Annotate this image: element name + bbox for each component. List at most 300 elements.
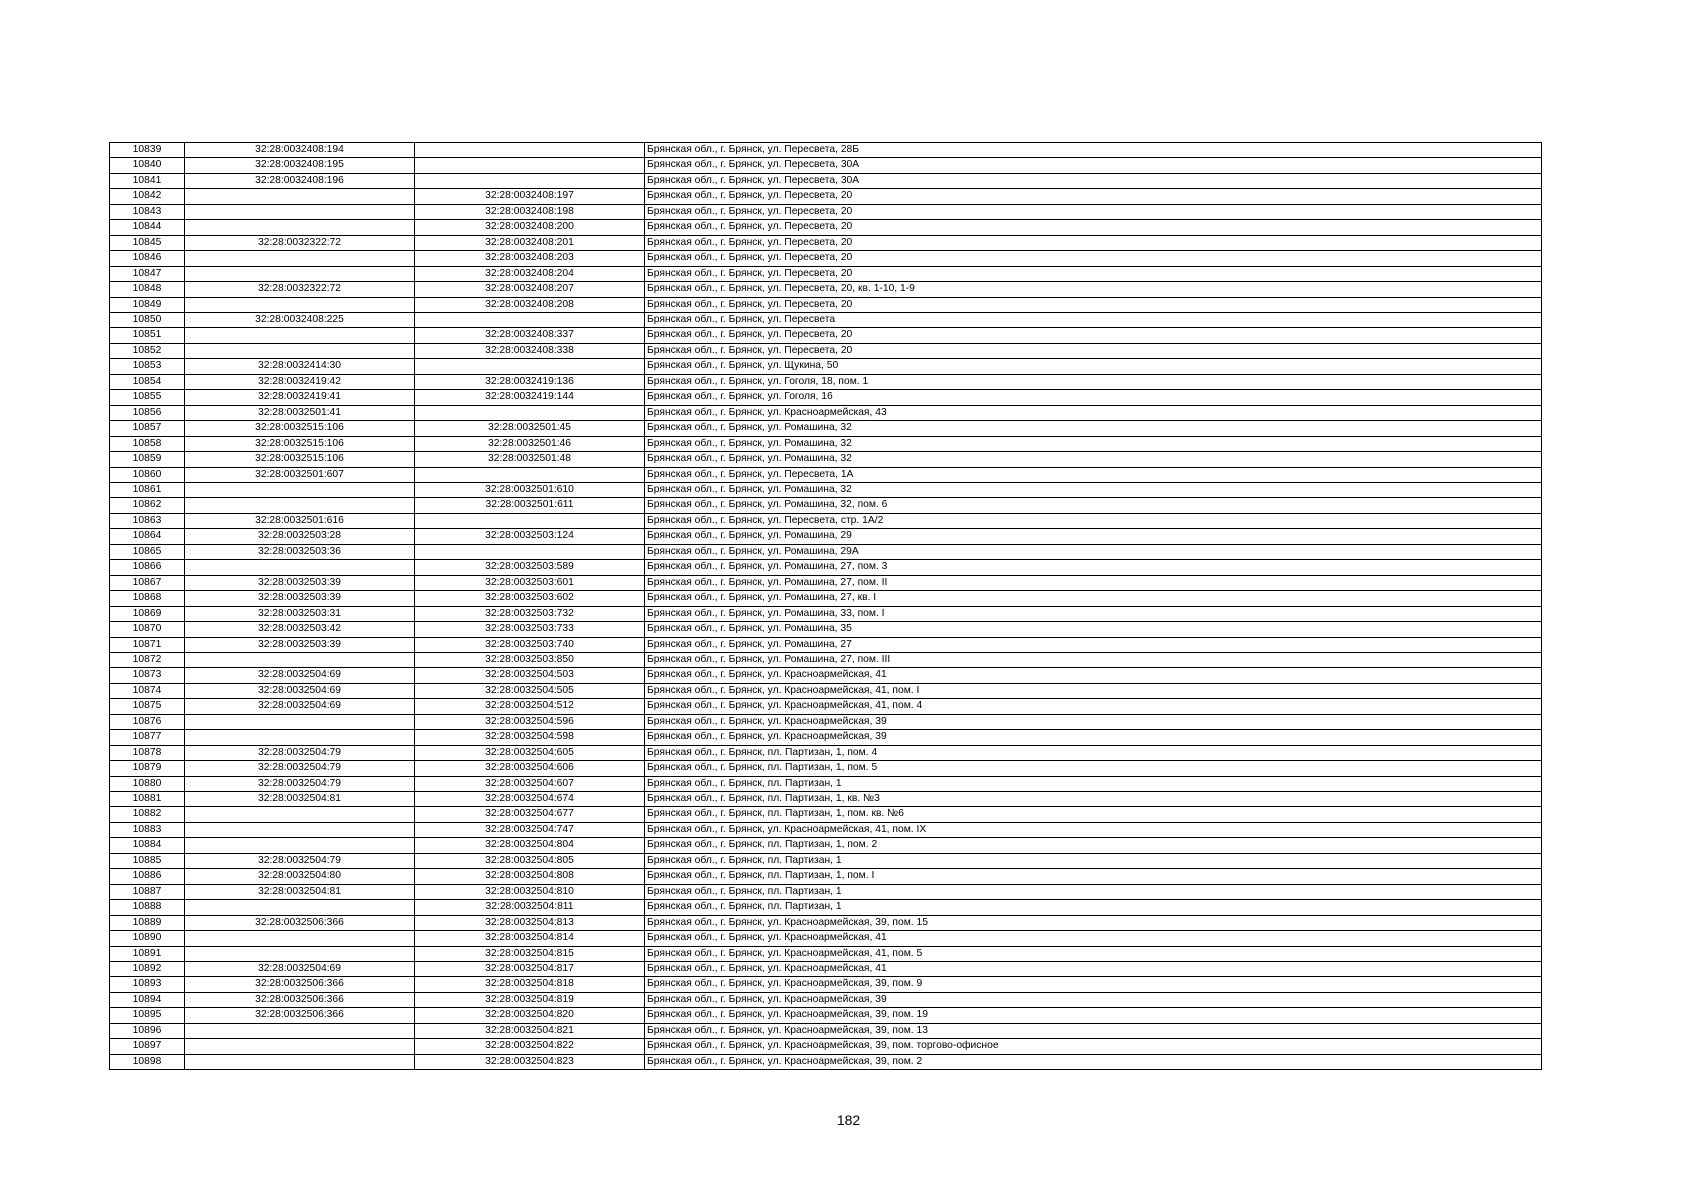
cadastral-number-cell xyxy=(185,251,415,266)
object-cadastral-number-cell: 32:28:0032504:811 xyxy=(415,900,645,915)
address-cell: Брянская обл., г. Брянск, ул. Ромашина, 27, пом. III xyxy=(645,652,1542,667)
object-cadastral-number-cell: 32:28:0032504:813 xyxy=(415,915,645,930)
object-cadastral-number-cell xyxy=(415,405,645,420)
row-number-cell: 10868 xyxy=(110,591,185,606)
cadastral-number-cell: 32:28:0032504:69 xyxy=(185,683,415,698)
table-row xyxy=(110,668,1542,683)
cadastral-number-cell xyxy=(185,900,415,915)
row-number-cell: 10860 xyxy=(110,467,185,482)
row-number-cell: 10871 xyxy=(110,637,185,652)
table-row xyxy=(110,312,1542,327)
table-row xyxy=(110,1008,1542,1023)
cadastral-number-cell: 32:28:0032419:41 xyxy=(185,390,415,405)
row-number-cell: 10847 xyxy=(110,266,185,281)
table-row xyxy=(110,328,1542,343)
row-number-cell: 10855 xyxy=(110,390,185,405)
address-cell: Брянская обл., г. Брянск, пл. Партизан, 1, пом. 2 xyxy=(645,838,1542,853)
table-row xyxy=(110,1054,1542,1069)
address-cell: Брянская обл., г. Брянск, ул. Гоголя, 16 xyxy=(645,390,1542,405)
cadastral-number-cell xyxy=(185,822,415,837)
cadastral-number-cell: 32:28:0032408:195 xyxy=(185,158,415,173)
row-number-cell: 10877 xyxy=(110,730,185,745)
table-row xyxy=(110,900,1542,915)
row-number-cell: 10866 xyxy=(110,560,185,575)
object-cadastral-number-cell: 32:28:0032504:821 xyxy=(415,1023,645,1038)
object-cadastral-number-cell xyxy=(415,513,645,528)
row-number-cell: 10884 xyxy=(110,838,185,853)
address-cell: Брянская обл., г. Брянск, ул. Пересвета, 30А xyxy=(645,158,1542,173)
row-number-cell: 10887 xyxy=(110,884,185,899)
row-number-cell: 10898 xyxy=(110,1054,185,1069)
table-row xyxy=(110,962,1542,977)
table-row xyxy=(110,1023,1542,1038)
object-cadastral-number-cell: 32:28:0032503:124 xyxy=(415,529,645,544)
row-number-cell: 10888 xyxy=(110,900,185,915)
row-number-cell: 10872 xyxy=(110,652,185,667)
object-cadastral-number-cell: 32:28:0032408:208 xyxy=(415,297,645,312)
cadastral-number-cell xyxy=(185,730,415,745)
row-number-cell: 10879 xyxy=(110,761,185,776)
address-cell: Брянская обл., г. Брянск, ул. Пересвета, 1А xyxy=(645,467,1542,482)
object-cadastral-number-cell: 32:28:0032504:822 xyxy=(415,1039,645,1054)
row-number-cell: 10842 xyxy=(110,189,185,204)
address-cell: Брянская обл., г. Брянск, пл. Партизан, 1, пом. I xyxy=(645,869,1542,884)
row-number-cell: 10852 xyxy=(110,343,185,358)
cadastral-number-cell xyxy=(185,714,415,729)
row-number-cell: 10894 xyxy=(110,992,185,1007)
address-cell: Брянская обл., г. Брянск, пл. Партизан, 1, кв. №3 xyxy=(645,792,1542,807)
table-row xyxy=(110,143,1542,158)
row-number-cell: 10844 xyxy=(110,220,185,235)
cadastral-number-cell: 32:28:0032419:42 xyxy=(185,374,415,389)
cadastral-number-cell: 32:28:0032504:69 xyxy=(185,962,415,977)
object-cadastral-number-cell: 32:28:0032504:747 xyxy=(415,822,645,837)
cadastral-number-cell xyxy=(185,498,415,513)
cadastral-number-cell xyxy=(185,297,415,312)
row-number-cell: 10897 xyxy=(110,1039,185,1054)
cadastral-number-cell: 32:28:0032322:72 xyxy=(185,282,415,297)
object-cadastral-number-cell: 32:28:0032501:611 xyxy=(415,498,645,513)
row-number-cell: 10873 xyxy=(110,668,185,683)
cadastral-number-cell xyxy=(185,560,415,575)
address-cell: Брянская обл., г. Брянск, пл. Партизан, 1 xyxy=(645,776,1542,791)
row-number-cell: 10845 xyxy=(110,235,185,250)
table-row xyxy=(110,467,1542,482)
table-row xyxy=(110,807,1542,822)
cadastral-number-cell: 32:28:0032503:31 xyxy=(185,606,415,621)
table-row xyxy=(110,683,1542,698)
cadastral-number-cell xyxy=(185,1039,415,1054)
address-cell: Брянская обл., г. Брянск, ул. Красноармейская, 39, пом. 2 xyxy=(645,1054,1542,1069)
address-cell: Брянская обл., г. Брянск, ул. Ромашина, 29 xyxy=(645,529,1542,544)
row-number-cell: 10840 xyxy=(110,158,185,173)
row-number-cell: 10870 xyxy=(110,622,185,637)
cadastral-number-cell: 32:28:0032414:30 xyxy=(185,359,415,374)
cadastral-number-cell: 32:28:0032506:366 xyxy=(185,1008,415,1023)
object-cadastral-number-cell: 32:28:0032503:740 xyxy=(415,637,645,652)
table-row xyxy=(110,637,1542,652)
object-cadastral-number-cell: 32:28:0032503:733 xyxy=(415,622,645,637)
row-number-cell: 10859 xyxy=(110,452,185,467)
row-number-cell: 10895 xyxy=(110,1008,185,1023)
cadastral-number-cell: 32:28:0032504:79 xyxy=(185,853,415,868)
row-number-cell: 10863 xyxy=(110,513,185,528)
row-number-cell: 10880 xyxy=(110,776,185,791)
table-row xyxy=(110,730,1542,745)
table-row xyxy=(110,282,1542,297)
table-row xyxy=(110,1039,1542,1054)
cadastral-number-cell: 32:28:0032515:106 xyxy=(185,452,415,467)
table-row xyxy=(110,792,1542,807)
row-number-cell: 10886 xyxy=(110,869,185,884)
row-number-cell: 10851 xyxy=(110,328,185,343)
object-cadastral-number-cell: 32:28:0032501:610 xyxy=(415,482,645,497)
table-row xyxy=(110,915,1542,930)
table-row xyxy=(110,251,1542,266)
address-cell: Брянская обл., г. Брянск, ул. Пересвета, 20 xyxy=(645,297,1542,312)
cadastral-number-cell: 32:28:0032322:72 xyxy=(185,235,415,250)
address-cell: Брянская обл., г. Брянск, ул. Пересвета, 20 xyxy=(645,266,1542,281)
address-cell: Брянская обл., г. Брянск, ул. Пересвета, 20 xyxy=(645,204,1542,219)
address-cell: Брянская обл., г. Брянск, ул. Красноармейская, 39 xyxy=(645,992,1542,1007)
row-number-cell: 10846 xyxy=(110,251,185,266)
cadastral-number-cell: 32:28:0032503:39 xyxy=(185,637,415,652)
object-cadastral-number-cell: 32:28:0032504:512 xyxy=(415,699,645,714)
cadastral-number-cell xyxy=(185,807,415,822)
table-row xyxy=(110,838,1542,853)
address-cell: Брянская обл., г. Брянск, ул. Пересвета, 20 xyxy=(645,251,1542,266)
object-cadastral-number-cell: 32:28:0032501:48 xyxy=(415,452,645,467)
table-row xyxy=(110,714,1542,729)
address-cell: Брянская обл., г. Брянск, ул. Ромашина, 27, пом. 3 xyxy=(645,560,1542,575)
object-cadastral-number-cell: 32:28:0032504:804 xyxy=(415,838,645,853)
object-cadastral-number-cell: 32:28:0032408:337 xyxy=(415,328,645,343)
cadastral-number-cell xyxy=(185,328,415,343)
address-cell: Брянская обл., г. Брянск, ул. Пересвета, 20 xyxy=(645,235,1542,250)
row-number-cell: 10864 xyxy=(110,529,185,544)
row-number-cell: 10858 xyxy=(110,436,185,451)
cadastral-number-cell xyxy=(185,652,415,667)
object-cadastral-number-cell: 32:28:0032408:338 xyxy=(415,343,645,358)
address-cell: Брянская обл., г. Брянск, пл. Партизан, 1 xyxy=(645,853,1542,868)
table-row xyxy=(110,405,1542,420)
row-number-cell: 10876 xyxy=(110,714,185,729)
address-cell: Брянская обл., г. Брянск, ул. Пересвета, стр. 1А/2 xyxy=(645,513,1542,528)
address-cell: Брянская обл., г. Брянск, ул. Пересвета, 20 xyxy=(645,220,1542,235)
table-row xyxy=(110,374,1542,389)
cadastral-number-cell xyxy=(185,189,415,204)
table-row xyxy=(110,220,1542,235)
address-cell: Брянская обл., г. Брянск, ул. Пересвета, 20 xyxy=(645,189,1542,204)
object-cadastral-number-cell: 32:28:0032408:207 xyxy=(415,282,645,297)
row-number-cell: 10882 xyxy=(110,807,185,822)
row-number-cell: 10883 xyxy=(110,822,185,837)
row-number-cell: 10843 xyxy=(110,204,185,219)
table-row xyxy=(110,869,1542,884)
address-cell: Брянская обл., г. Брянск, ул. Пересвета, 20 xyxy=(645,328,1542,343)
row-number-cell: 10893 xyxy=(110,977,185,992)
address-cell: Брянская обл., г. Брянск, ул. Ромашина, 32 xyxy=(645,482,1542,497)
object-cadastral-number-cell: 32:28:0032504:606 xyxy=(415,761,645,776)
object-cadastral-number-cell: 32:28:0032408:204 xyxy=(415,266,645,281)
row-number-cell: 10881 xyxy=(110,792,185,807)
row-number-cell: 10869 xyxy=(110,606,185,621)
page-number: 182 xyxy=(836,1112,861,1128)
object-cadastral-number-cell xyxy=(415,359,645,374)
object-cadastral-number-cell: 32:28:0032501:45 xyxy=(415,421,645,436)
table-row xyxy=(110,498,1542,513)
object-cadastral-number-cell: 32:28:0032504:819 xyxy=(415,992,645,1007)
address-cell: Брянская обл., г. Брянск, ул. Ромашина, 27, кв. I xyxy=(645,591,1542,606)
address-cell: Брянская обл., г. Брянск, ул. Ромашина, 35 xyxy=(645,622,1542,637)
address-cell: Брянская обл., г. Брянск, ул. Ромашина, 27, пом. II xyxy=(645,575,1542,590)
object-cadastral-number-cell: 32:28:0032501:46 xyxy=(415,436,645,451)
cadastral-number-cell: 32:28:0032504:81 xyxy=(185,884,415,899)
object-cadastral-number-cell: 32:28:0032503:850 xyxy=(415,652,645,667)
object-cadastral-number-cell: 32:28:0032419:136 xyxy=(415,374,645,389)
object-cadastral-number-cell xyxy=(415,312,645,327)
object-cadastral-number-cell: 32:28:0032504:818 xyxy=(415,977,645,992)
registry-table-body xyxy=(110,143,1542,1070)
table-row xyxy=(110,977,1542,992)
table-row xyxy=(110,931,1542,946)
object-cadastral-number-cell: 32:28:0032408:198 xyxy=(415,204,645,219)
address-cell: Брянская обл., г. Брянск, ул. Ромашина, 33, пом. I xyxy=(645,606,1542,621)
object-cadastral-number-cell: 32:28:0032504:815 xyxy=(415,946,645,961)
row-number-cell: 10849 xyxy=(110,297,185,312)
table-row xyxy=(110,560,1542,575)
cadastral-number-cell: 32:28:0032503:36 xyxy=(185,544,415,559)
object-cadastral-number-cell xyxy=(415,467,645,482)
address-cell: Брянская обл., г. Брянск, ул. Ромашина, 32 xyxy=(645,436,1542,451)
table-row xyxy=(110,482,1542,497)
row-number-cell: 10841 xyxy=(110,173,185,188)
object-cadastral-number-cell: 32:28:0032504:505 xyxy=(415,683,645,698)
object-cadastral-number-cell: 32:28:0032504:805 xyxy=(415,853,645,868)
cadastral-number-cell: 32:28:0032506:366 xyxy=(185,915,415,930)
table-row xyxy=(110,591,1542,606)
cadastral-number-cell: 32:28:0032504:69 xyxy=(185,668,415,683)
cadastral-number-cell xyxy=(185,482,415,497)
cadastral-number-cell: 32:28:0032503:39 xyxy=(185,591,415,606)
address-cell: Брянская обл., г. Брянск, ул. Пересвета, 30А xyxy=(645,173,1542,188)
address-cell: Брянская обл., г. Брянск, ул. Красноармейская, 43 xyxy=(645,405,1542,420)
object-cadastral-number-cell xyxy=(415,173,645,188)
object-cadastral-number-cell: 32:28:0032504:817 xyxy=(415,962,645,977)
cadastral-number-cell: 32:28:0032515:106 xyxy=(185,421,415,436)
address-cell: Брянская обл., г. Брянск, пл. Партизан, 1, пом. 4 xyxy=(645,745,1542,760)
address-cell: Брянская обл., г. Брянск, пл. Партизан, 1, пом. 5 xyxy=(645,761,1542,776)
cadastral-number-cell: 32:28:0032408:194 xyxy=(185,143,415,158)
address-cell: Брянская обл., г. Брянск, ул. Красноармейская, 39, пом. торгово-офисное xyxy=(645,1039,1542,1054)
object-cadastral-number-cell: 32:28:0032504:596 xyxy=(415,714,645,729)
table-row xyxy=(110,946,1542,961)
object-cadastral-number-cell: 32:28:0032503:601 xyxy=(415,575,645,590)
row-number-cell: 10890 xyxy=(110,931,185,946)
object-cadastral-number-cell: 32:28:0032503:732 xyxy=(415,606,645,621)
row-number-cell: 10874 xyxy=(110,683,185,698)
table-row xyxy=(110,652,1542,667)
cadastral-number-cell: 32:28:0032503:28 xyxy=(185,529,415,544)
object-cadastral-number-cell: 32:28:0032504:605 xyxy=(415,745,645,760)
address-cell: Брянская обл., г. Брянск, ул. Красноармейская, 41, пом. 4 xyxy=(645,699,1542,714)
object-cadastral-number-cell: 32:28:0032504:607 xyxy=(415,776,645,791)
address-cell: Брянская обл., г. Брянск, ул. Пересвета, 28Б xyxy=(645,143,1542,158)
cadastral-number-cell xyxy=(185,1054,415,1069)
row-number-cell: 10839 xyxy=(110,143,185,158)
cadastral-number-cell xyxy=(185,838,415,853)
address-cell: Брянская обл., г. Брянск, ул. Красноармейская, 41 xyxy=(645,962,1542,977)
object-cadastral-number-cell: 32:28:0032504:503 xyxy=(415,668,645,683)
object-cadastral-number-cell xyxy=(415,158,645,173)
table-row xyxy=(110,992,1542,1007)
table-row xyxy=(110,575,1542,590)
row-number-cell: 10862 xyxy=(110,498,185,513)
table-row xyxy=(110,884,1542,899)
table-row xyxy=(110,359,1542,374)
table-row xyxy=(110,421,1542,436)
address-cell: Брянская обл., г. Брянск, ул. Красноармейская, 41 xyxy=(645,931,1542,946)
table-row xyxy=(110,390,1542,405)
address-cell: Брянская обл., г. Брянск, ул. Красноармейская, 39, пом. 15 xyxy=(645,915,1542,930)
cadastral-number-cell xyxy=(185,946,415,961)
cadastral-number-cell: 32:28:0032504:79 xyxy=(185,761,415,776)
row-number-cell: 10848 xyxy=(110,282,185,297)
address-cell: Брянская обл., г. Брянск, ул. Красноармейская, 41, пом. IX xyxy=(645,822,1542,837)
table-row xyxy=(110,622,1542,637)
table-row xyxy=(110,513,1542,528)
cadastral-number-cell: 32:28:0032501:607 xyxy=(185,467,415,482)
address-cell: Брянская обл., г. Брянск, ул. Ромашина, 32 xyxy=(645,421,1542,436)
cadastral-number-cell: 32:28:0032504:69 xyxy=(185,699,415,714)
row-number-cell: 10853 xyxy=(110,359,185,374)
cadastral-number-cell xyxy=(185,343,415,358)
address-cell: Брянская обл., г. Брянск, ул. Гоголя, 18, пом. 1 xyxy=(645,374,1542,389)
cadastral-number-cell: 32:28:0032506:366 xyxy=(185,977,415,992)
object-cadastral-number-cell: 32:28:0032408:200 xyxy=(415,220,645,235)
table-row xyxy=(110,189,1542,204)
address-cell: Брянская обл., г. Брянск, ул. Красноармейская, 39 xyxy=(645,730,1542,745)
address-cell: Брянская обл., г. Брянск, ул. Щукина, 50 xyxy=(645,359,1542,374)
cadastral-number-cell: 32:28:0032501:616 xyxy=(185,513,415,528)
row-number-cell: 10875 xyxy=(110,699,185,714)
object-cadastral-number-cell: 32:28:0032504:810 xyxy=(415,884,645,899)
table-row xyxy=(110,436,1542,451)
table-row xyxy=(110,452,1542,467)
row-number-cell: 10857 xyxy=(110,421,185,436)
object-cadastral-number-cell: 32:28:0032504:814 xyxy=(415,931,645,946)
table-row xyxy=(110,699,1542,714)
row-number-cell: 10850 xyxy=(110,312,185,327)
row-number-cell: 10896 xyxy=(110,1023,185,1038)
object-cadastral-number-cell: 32:28:0032503:602 xyxy=(415,591,645,606)
address-cell: Брянская обл., г. Брянск, ул. Красноармейская, 39 xyxy=(645,714,1542,729)
object-cadastral-number-cell: 32:28:0032504:823 xyxy=(415,1054,645,1069)
row-number-cell: 10885 xyxy=(110,853,185,868)
cadastral-number-cell: 32:28:0032506:366 xyxy=(185,992,415,1007)
address-cell: Брянская обл., г. Брянск, ул. Ромашина, 27 xyxy=(645,637,1542,652)
table-row xyxy=(110,343,1542,358)
table-row xyxy=(110,297,1542,312)
address-cell: Брянская обл., г. Брянск, ул. Красноармейская, 39, пом. 13 xyxy=(645,1023,1542,1038)
address-cell: Брянская обл., г. Брянск, ул. Пересвета xyxy=(645,312,1542,327)
row-number-cell: 10867 xyxy=(110,575,185,590)
address-cell: Брянская обл., г. Брянск, ул. Красноармейская, 41, пом. I xyxy=(645,683,1542,698)
registry-table xyxy=(109,142,1542,1070)
cadastral-number-cell: 32:28:0032515:106 xyxy=(185,436,415,451)
table-row xyxy=(110,235,1542,250)
table-row xyxy=(110,158,1542,173)
object-cadastral-number-cell: 32:28:0032504:598 xyxy=(415,730,645,745)
row-number-cell: 10889 xyxy=(110,915,185,930)
cadastral-number-cell: 32:28:0032504:81 xyxy=(185,792,415,807)
address-cell: Брянская обл., г. Брянск, пл. Партизан, 1, пом. кв. №6 xyxy=(645,807,1542,822)
address-cell: Брянская обл., г. Брянск, ул. Ромашина, 29А xyxy=(645,544,1542,559)
object-cadastral-number-cell: 32:28:0032503:589 xyxy=(415,560,645,575)
table-row xyxy=(110,745,1542,760)
cadastral-number-cell: 32:28:0032501:41 xyxy=(185,405,415,420)
table-row xyxy=(110,853,1542,868)
cadastral-number-cell xyxy=(185,266,415,281)
cadastral-number-cell: 32:28:0032408:196 xyxy=(185,173,415,188)
table-row xyxy=(110,606,1542,621)
object-cadastral-number-cell: 32:28:0032504:820 xyxy=(415,1008,645,1023)
table-row xyxy=(110,776,1542,791)
cadastral-number-cell: 32:28:0032503:42 xyxy=(185,622,415,637)
address-cell: Брянская обл., г. Брянск, пл. Партизан, 1 xyxy=(645,900,1542,915)
object-cadastral-number-cell: 32:28:0032408:197 xyxy=(415,189,645,204)
address-cell: Брянская обл., г. Брянск, ул. Красноармейская, 41, пом. 5 xyxy=(645,946,1542,961)
row-number-cell: 10892 xyxy=(110,962,185,977)
address-cell: Брянская обл., г. Брянск, ул. Ромашина, 32, пом. 6 xyxy=(645,498,1542,513)
cadastral-number-cell: 32:28:0032504:79 xyxy=(185,745,415,760)
table-row xyxy=(110,544,1542,559)
cadastral-number-cell xyxy=(185,204,415,219)
cadastral-number-cell xyxy=(185,220,415,235)
address-cell: Брянская обл., г. Брянск, ул. Красноармейская, 39, пом. 9 xyxy=(645,977,1542,992)
cadastral-number-cell xyxy=(185,1023,415,1038)
row-number-cell: 10878 xyxy=(110,745,185,760)
address-cell: Брянская обл., г. Брянск, ул. Красноармейская, 39, пом. 19 xyxy=(645,1008,1542,1023)
row-number-cell: 10861 xyxy=(110,482,185,497)
row-number-cell: 10854 xyxy=(110,374,185,389)
table-row xyxy=(110,266,1542,281)
row-number-cell: 10891 xyxy=(110,946,185,961)
table-row xyxy=(110,529,1542,544)
address-cell: Брянская обл., г. Брянск, ул. Ромашина, 32 xyxy=(645,452,1542,467)
cadastral-number-cell xyxy=(185,931,415,946)
address-cell: Брянская обл., г. Брянск, пл. Партизан, 1 xyxy=(645,884,1542,899)
table-row xyxy=(110,204,1542,219)
row-number-cell: 10856 xyxy=(110,405,185,420)
cadastral-number-cell: 32:28:0032504:80 xyxy=(185,869,415,884)
table-row xyxy=(110,173,1542,188)
table-row xyxy=(110,822,1542,837)
object-cadastral-number-cell: 32:28:0032504:674 xyxy=(415,792,645,807)
cadastral-number-cell: 32:28:0032408:225 xyxy=(185,312,415,327)
object-cadastral-number-cell: 32:28:0032419:144 xyxy=(415,390,645,405)
object-cadastral-number-cell: 32:28:0032504:808 xyxy=(415,869,645,884)
cadastral-number-cell: 32:28:0032504:79 xyxy=(185,776,415,791)
object-cadastral-number-cell xyxy=(415,544,645,559)
object-cadastral-number-cell: 32:28:0032408:201 xyxy=(415,235,645,250)
address-cell: Брянская обл., г. Брянск, ул. Красноармейская, 41 xyxy=(645,668,1542,683)
cadastral-number-cell: 32:28:0032503:39 xyxy=(185,575,415,590)
object-cadastral-number-cell: 32:28:0032504:677 xyxy=(415,807,645,822)
row-number-cell: 10865 xyxy=(110,544,185,559)
table-row xyxy=(110,761,1542,776)
object-cadastral-number-cell: 32:28:0032408:203 xyxy=(415,251,645,266)
